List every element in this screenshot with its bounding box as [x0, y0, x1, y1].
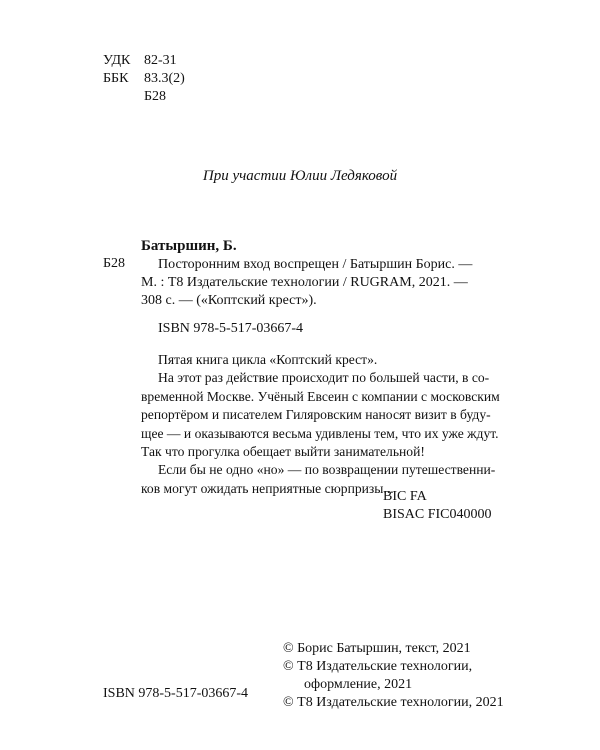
classification-block — [103, 52, 185, 106]
annotation-line: На этот раз действие происходит по большей части, в со- — [158, 370, 490, 386]
biblio-description — [141, 256, 497, 310]
isbn-footer: ISBN 978-5-517-03667-4 — [103, 686, 249, 701]
participation-note: При участии Юлии Ледяковой — [202, 168, 398, 184]
bbk-label: ББК — [103, 71, 129, 86]
subject-codes — [383, 488, 492, 524]
copyright-line: © Борис Батыршин, текст, 2021 — [283, 641, 471, 656]
biblio-line: М. : Т8 Издательские технологии / RUGRAM, 2021. — — [141, 275, 468, 290]
bbk-row — [103, 70, 185, 88]
annotation-line: щее — и оказываются весьма удивлены тем, что их уже ждут. — [141, 425, 499, 441]
udk-row — [103, 52, 185, 70]
bbk-value: 83.3(2) — [144, 71, 185, 86]
copyright-line: © Т8 Издательские технологии, — [283, 659, 473, 674]
author-mark: Б28 — [144, 89, 167, 104]
copyright-line: оформление, 2021 — [304, 677, 413, 692]
annotation-line: Если бы не одно «но» — по возвращении путешественни- — [158, 462, 496, 478]
biblio-line: Посторонним вход воспрещен / Батыршин Борис. — — [158, 257, 473, 272]
copyright-block — [283, 640, 504, 712]
copyright-line: © Т8 Издательские технологии, 2021 — [283, 695, 504, 710]
annotation-line: временной Москве. Учёный Евсеин с компании с московским — [141, 388, 500, 404]
udk-label: УДК — [103, 53, 131, 68]
biblio-line: 308 с. — («Коптский крест»). — [141, 293, 317, 308]
bisac-code: BISAC FIC040000 — [383, 507, 492, 522]
bic-code: BIC FA — [383, 489, 427, 504]
annotation-line: Пятая книга цикла «Коптский крест». — [158, 352, 378, 367]
isbn-main: ISBN 978-5-517-03667-4 — [158, 321, 304, 336]
biblio-code: Б28 — [103, 256, 126, 271]
author-mark-row — [103, 88, 185, 106]
annotation-line: Так что прогулка обещает выйти занимательной! — [141, 444, 425, 460]
annotation — [141, 351, 501, 498]
annotation-line: ков могут ожидать неприятные сюрпризы... — [141, 480, 394, 496]
biblio-author: Батыршин, Б. — [141, 238, 237, 254]
udk-value: 82-31 — [144, 53, 177, 68]
annotation-line: репортёром и писателем Гиляровским наносят визит в буду- — [141, 407, 491, 423]
